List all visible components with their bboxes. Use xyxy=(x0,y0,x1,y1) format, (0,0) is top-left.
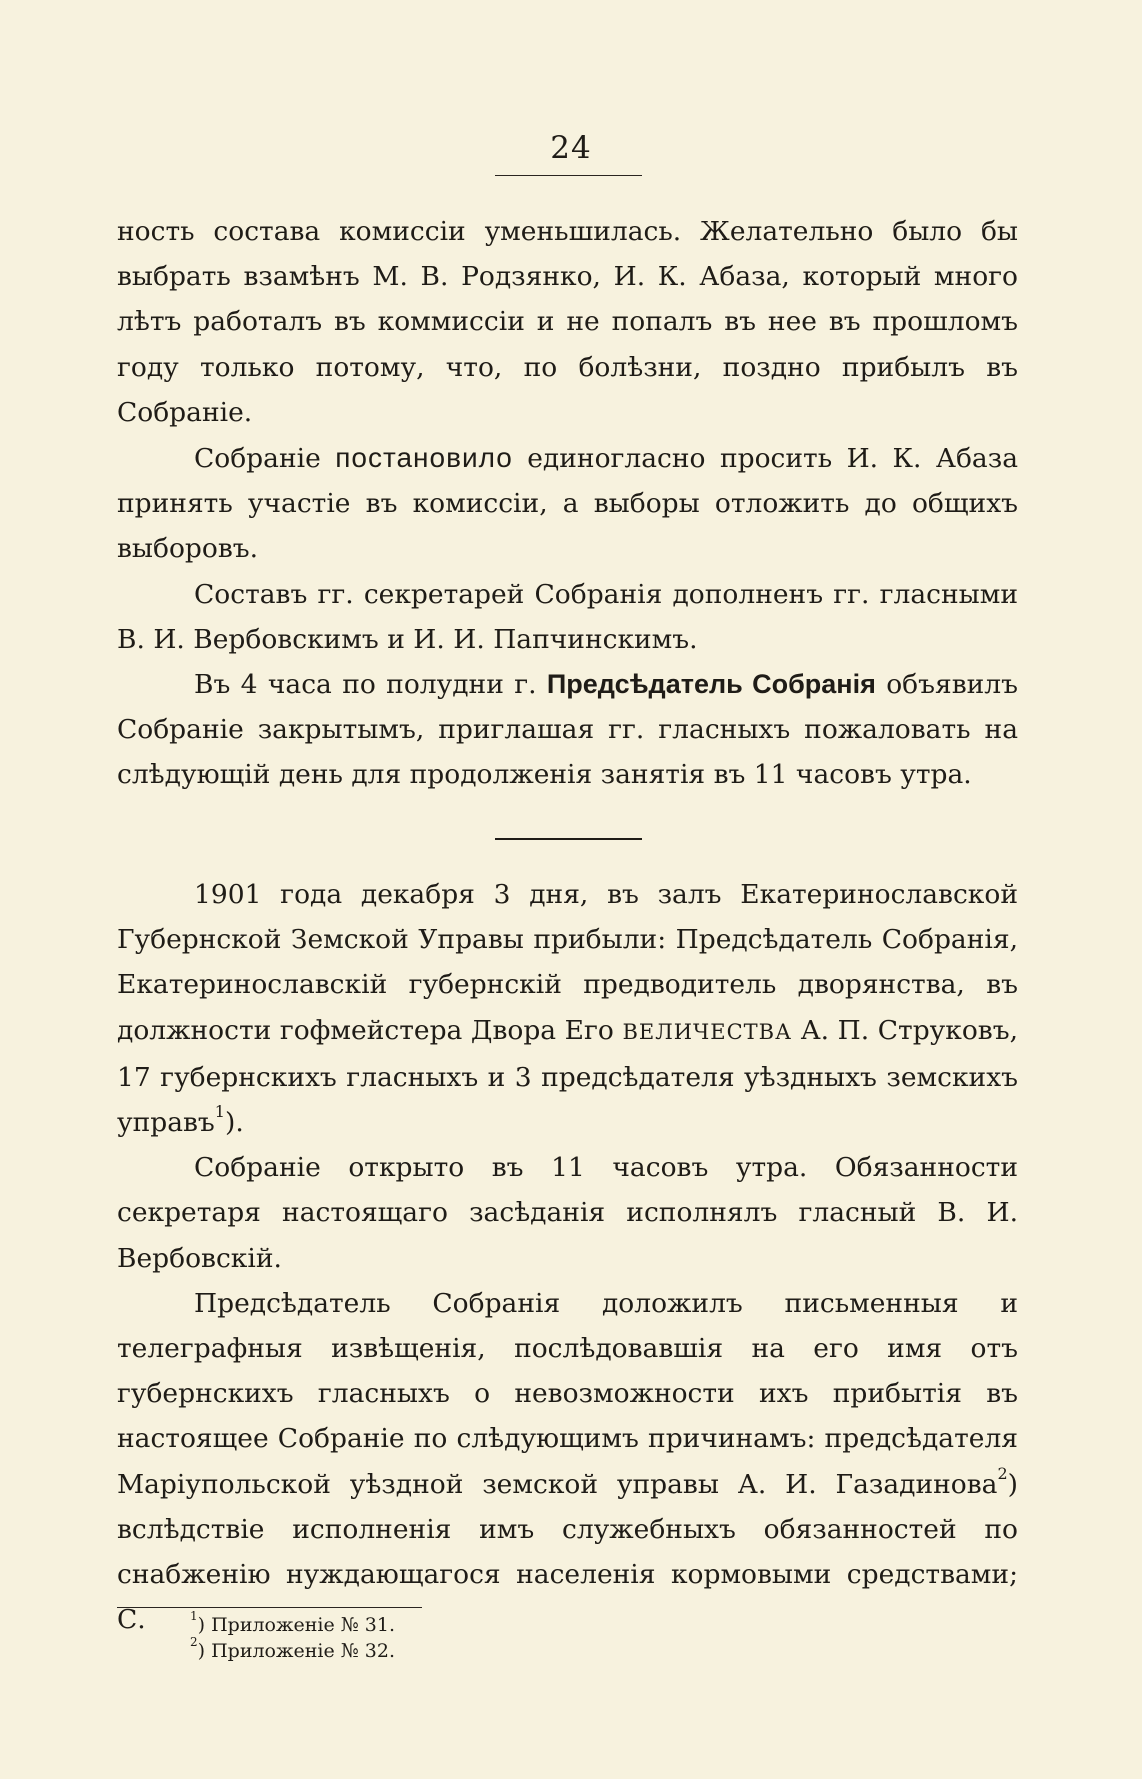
paragraph-text: 1901 года декабря 3 дня, въ залъ Екатеринославской Губернской Земской Управы прибыли: Предсѣдатель Собранія, Екатеринославскій губернскій предводитель дворянства, въ должности гофмейстера Двора Его xyxy=(117,879,1018,1046)
paragraph-text: Предсѣдатель Собранія доложилъ письменныя и телеграфныя извѣщенія, послѣдовавшія на его имя отъ губернскихъ гласныхъ о невозможности ихъ прибытія въ настоящее Собраніе по слѣдующимъ причинамъ: предсѣдателя Маріупольской уѣздной земской управы А. И. Газадинова xyxy=(117,1287,1018,1500)
paragraph-text: ) вслѣдствіе исполненія имъ служебныхъ обязанностей по снабженію нуждающагося населенія кормовыми средствами; С. xyxy=(117,1468,1018,1636)
paragraph-session-opening xyxy=(117,872,1018,1145)
paragraph-commission-composition xyxy=(117,209,1018,435)
paragraph-notifications xyxy=(117,1281,1018,1643)
paragraph-secretaries xyxy=(117,572,1018,662)
text-block-upper xyxy=(117,209,1018,798)
footnotes xyxy=(190,1608,395,1664)
paragraph-secretary-duties xyxy=(117,1145,1018,1281)
footnote-2 xyxy=(190,1634,395,1664)
emphasis-chairman: Предсѣдатель Собранія xyxy=(546,669,876,700)
paragraph-text: единогласно просить И. К. Абаза принять участіе въ комиссіи, а выборы отложить до общихъ выборовъ. xyxy=(117,443,1018,565)
paragraph-text: Собраніе xyxy=(194,443,336,475)
paragraph-text: Собраніе открыто въ 11 часовъ утра. Обязанности секретаря настоящаго засѣданія исполнялъ гласный В. И. Вербовскій. xyxy=(117,1152,1018,1274)
page-number: 24 xyxy=(550,130,592,166)
footnote-mark: 1 xyxy=(190,1608,198,1623)
emphasis-resolved: постановило xyxy=(335,442,513,474)
paragraph-closing xyxy=(117,662,1018,798)
header-rule xyxy=(495,175,642,176)
small-caps-majesty: ВЕЛИЧЕСТВА xyxy=(622,1019,793,1044)
footnote-mark: 2 xyxy=(190,1634,198,1649)
paragraph-text: А. П. Струковъ, 17 губернскихъ гласныхъ и 3 предсѣдателя уѣздныхъ земскихъ управъ xyxy=(117,1014,1018,1139)
paragraph-text: ность состава комиссіи уменьшилась. Желательно было бы выбрать взамѣнъ М. В. Родзянко, И. К. Абаза, который много лѣтъ работалъ въ коммиссіи и не попалъ въ нее въ прошломъ году только потому, что, по болѣзни, поздно прибылъ въ Собраніе. xyxy=(117,216,1018,428)
paragraph-text: ). xyxy=(224,1107,244,1139)
text-block-lower xyxy=(117,872,1018,1642)
paragraph-text: Въ 4 часа по полудни г. xyxy=(194,669,547,701)
paragraph-resolution xyxy=(117,435,1018,572)
footnote-rule xyxy=(117,1607,422,1608)
paragraph-text: Составъ гг. секретарей Собранія дополненъ гг. гласными В. И. Вербовскимъ и И. И. Папчинскимъ. xyxy=(117,578,1018,655)
section-divider xyxy=(495,838,642,840)
footnote-text: ) Приложеніе № 31. xyxy=(197,1614,395,1636)
footnote-1 xyxy=(190,1608,395,1638)
footnote-ref-2[interactable]: 2 xyxy=(997,1463,1008,1483)
paragraph-text: объявилъ Собраніе закрытымъ, приглашая гг. гласныхъ пожаловать на слѣдующій день для продолженія занятія въ 11 часовъ утра. xyxy=(117,669,1018,791)
footnote-text: ) Приложеніе № 32. xyxy=(197,1640,395,1662)
footnote-ref-1[interactable]: 1 xyxy=(214,1102,225,1122)
